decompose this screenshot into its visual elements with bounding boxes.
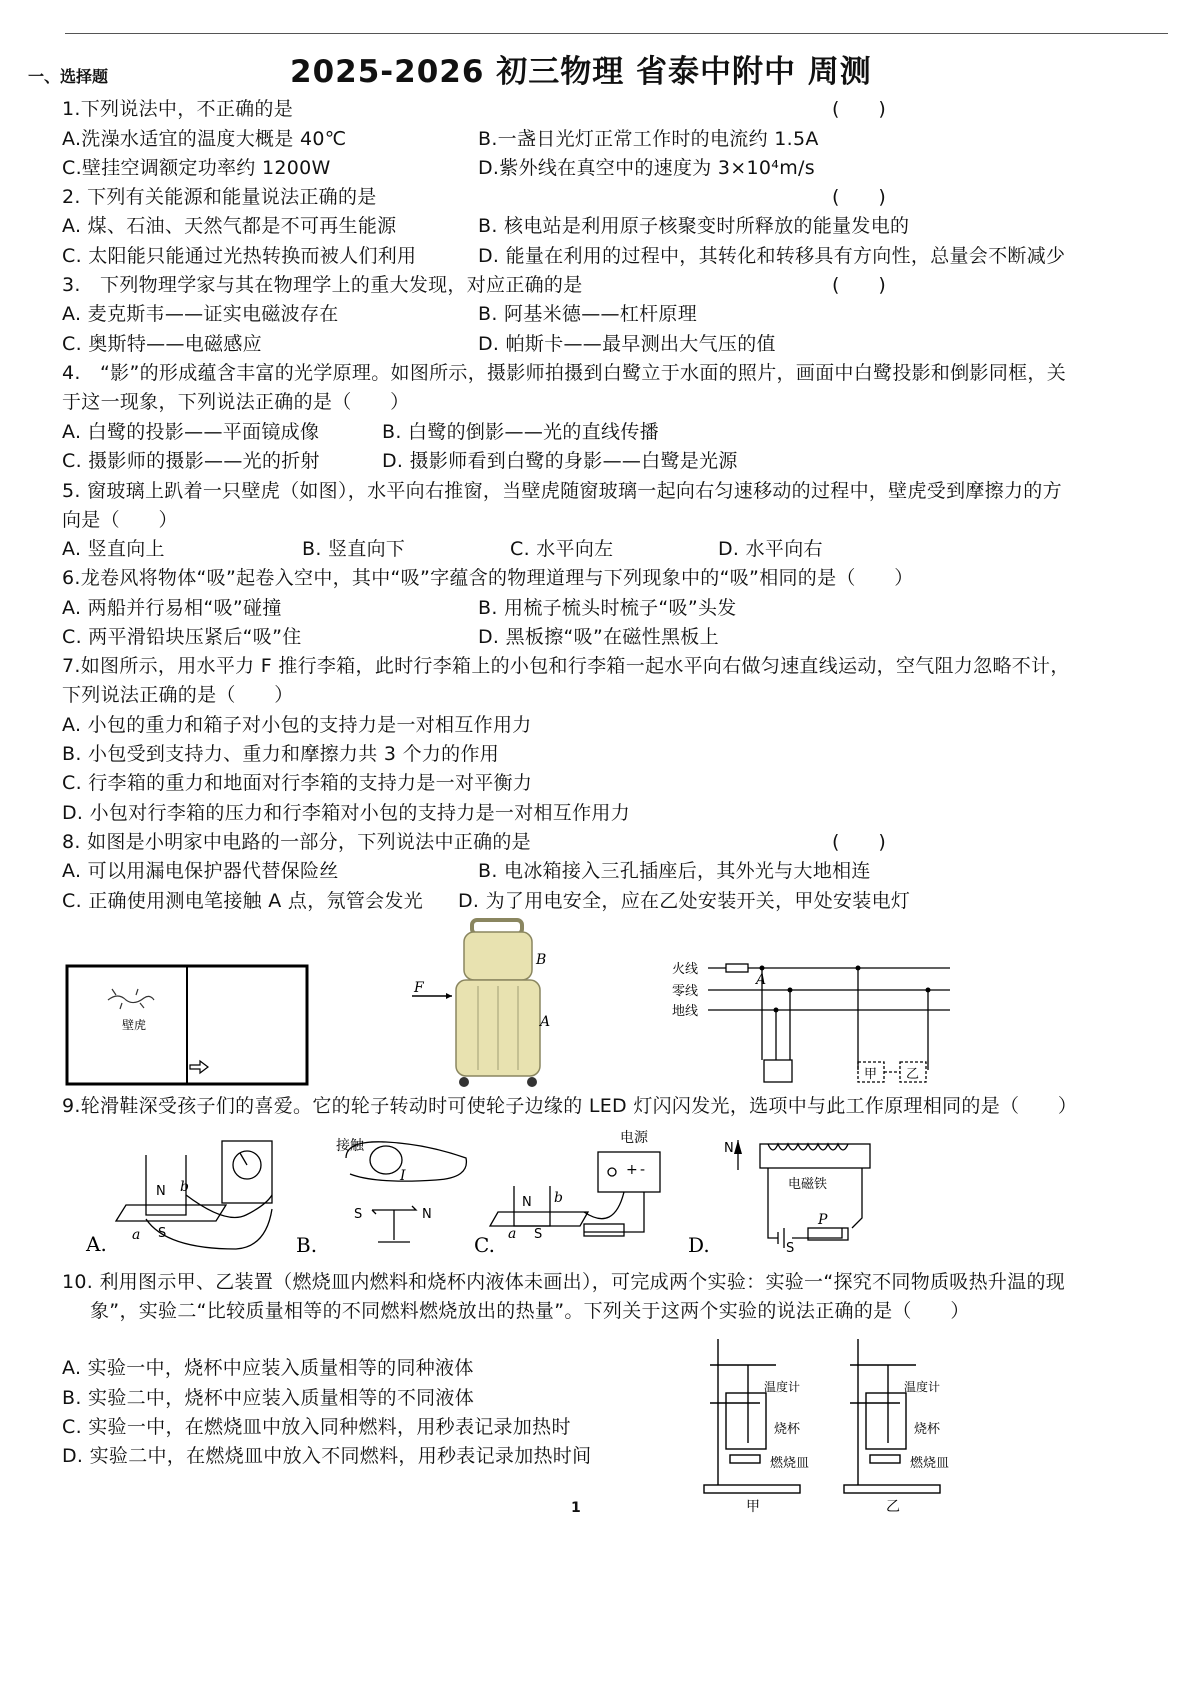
jia-box-label: 甲: [864, 1067, 878, 1082]
jia-beaker-label: 烧杯: [774, 1422, 801, 1437]
q1-option-b: B.一盏日光灯正常工作时的电流约 1.5A: [478, 128, 819, 150]
q9c-b-label: b: [554, 1190, 563, 1206]
point-a-label: A: [756, 972, 767, 988]
page-title: 2025-2026 初三物理 省泰中附中 周测: [290, 54, 872, 90]
q8-bracket: ( ): [832, 831, 887, 853]
q2-option-c: C. 太阳能只能通过光热转换而被人们利用: [62, 245, 417, 267]
q7-option-a: A. 小包的重力和箱子对小包的支持力是一对相互作用力: [62, 714, 532, 736]
q8-option-a: A. 可以用漏电保护器代替保险丝: [62, 860, 339, 882]
q1-bracket: ( ): [832, 98, 887, 120]
gecko-window-figure: [66, 965, 308, 1089]
q10-option-d: D. 实验二中，在燃烧皿中放入不同燃料，用秒表记录加热时间: [62, 1445, 592, 1467]
yi-thermometer-label: 温度计: [904, 1380, 941, 1394]
push-arrow-icon: [190, 1061, 208, 1073]
top-rule: [65, 33, 1168, 34]
q7-option-d: D. 小包对行李箱的压力和行李箱对小包的支持力是一对相互作用力: [62, 802, 631, 824]
q9c-s-label: S: [534, 1227, 543, 1242]
q4-option-c: C. 摄影师的摄影——光的折射: [62, 450, 320, 472]
q3-option-b: B. 阿基米德——杠杆原理: [478, 303, 698, 325]
yi-beaker-label: 烧杯: [914, 1422, 941, 1437]
q5-stem-line1: 5. 窗玻璃上趴着一只壁虎（如图），水平向右推窗，当壁虎随窗玻璃一起向右匀速移动的过程中，壁虎受到摩擦力的方: [62, 480, 1062, 502]
q9a-n-label: N: [156, 1184, 166, 1199]
q2-bracket: ( ): [832, 186, 887, 208]
q9b-current-label: I: [400, 1168, 406, 1184]
luggage-figure: [408, 918, 558, 1094]
q1-option-a: A.洗澡水适宜的温度大概是 40℃: [62, 128, 347, 150]
q3-stem: 3. 下列物理学家与其在物理学上的重大发现，对应正确的是: [62, 274, 583, 296]
q3-bracket: ( ): [832, 274, 887, 296]
q7-option-c: C. 行李箱的重力和地面对行李箱的支持力是一对平衡力: [62, 772, 533, 794]
neutral-wire-label: 零线: [672, 984, 699, 999]
q10-apparatus-figure: [700, 1335, 980, 1517]
bag-label: B: [536, 952, 547, 968]
q4-stem-line2: 于这一现象，下列说法正确的是（ ）: [62, 391, 410, 413]
q9b-n-label: N: [422, 1207, 432, 1222]
q9d-s-label: S: [786, 1241, 795, 1256]
live-wire-label: 火线: [672, 962, 699, 977]
gecko-label: 壁虎: [122, 1018, 147, 1032]
q7-option-b: B. 小包受到支持力、重力和摩擦力共 3 个力的作用: [62, 743, 500, 765]
q9d-p-label: P: [818, 1212, 828, 1228]
q1-option-d: D.紫外线在真空中的速度为 3×10⁴m/s: [478, 157, 815, 179]
q8-option-d: D. 为了用电安全，应在乙处安装开关，甲处安装电灯: [458, 890, 911, 912]
q9b-touch-label: 接触: [336, 1138, 364, 1154]
q9-figure-a: [86, 1135, 282, 1259]
q4-stem-line1: 4. “影”的形成蕴含丰富的光学原理。如图所示，摄影师拍摄到白鹭立于水面的照片，画面中白鹭投影和倒影同框，关: [62, 362, 1067, 384]
q2-stem: 2. 下列有关能源和能量说法正确的是: [62, 186, 377, 208]
q9b-s-label: S: [354, 1207, 363, 1222]
q9c-minus-label: -: [640, 1162, 646, 1178]
q4-option-a: A. 白鹭的投影——平面镜成像: [62, 421, 320, 443]
q5-option-c: C. 水平向左: [510, 538, 614, 560]
page-number: 1: [571, 1500, 581, 1516]
q10-option-b: B. 实验二中，烧杯中应装入质量相等的不同液体: [62, 1387, 475, 1409]
q2-option-a: A. 煤、石油、天然气都是不可再生能源: [62, 215, 397, 237]
case-label: A: [540, 1014, 551, 1030]
q10-option-a: A. 实验一中，烧杯中应装入质量相等的同种液体: [62, 1357, 474, 1379]
force-label: F: [414, 980, 424, 996]
q9-option-d-letter: D.: [688, 1233, 710, 1257]
q6-stem: 6.龙卷风将物体“吸”起卷入空中，其中“吸”字蕴含的物理道理与下列现象中的“吸”相同的是（ ）: [62, 567, 914, 589]
ground-wire-label: 地线: [672, 1004, 699, 1019]
q9d-n-label: N: [724, 1141, 734, 1156]
q9c-a-label: a: [508, 1226, 517, 1242]
q9a-a-label: a: [132, 1227, 141, 1243]
q10-stem-line2: 象”，实验二“比较质量相等的不同燃料燃烧放出的热量”。下列关于这两个实验的说法正确的是（ ）: [90, 1300, 970, 1322]
q9-option-b-letter: B.: [296, 1233, 318, 1257]
q4-option-b: B. 白鹭的倒影——光的直线传播: [382, 421, 659, 443]
q7-stem-line1: 7.如图所示，用水平力 F 推行李箱，此时行李箱上的小包和行李箱一起水平向右做匀速直线运动，空气阻力忽略不计，: [62, 655, 1070, 677]
q3-option-a: A. 麦克斯韦——证实电磁波存在: [62, 303, 339, 325]
jia-dish-label: 燃烧皿: [770, 1456, 810, 1471]
q2-option-b: B. 核电站是利用原子核聚变时所释放的能量发电的: [478, 215, 910, 237]
yi-dish-label: 燃烧皿: [910, 1456, 950, 1471]
q1-option-c: C.壁挂空调额定功率约 1200W: [62, 157, 331, 179]
q10-option-c: C. 实验一中，在燃烧皿中放入同种燃料，用秒表记录加热时: [62, 1416, 571, 1438]
jia-thermometer-label: 温度计: [764, 1380, 801, 1394]
q6-option-c: C. 两平滑铅块压紧后“吸”住: [62, 626, 302, 648]
q9c-plus-label: +: [626, 1162, 638, 1178]
q6-option-d: D. 黑板擦“吸”在磁性黑板上: [478, 626, 719, 648]
q9-figure-d: [688, 1130, 878, 1258]
q9d-magnet-label: 电磁铁: [788, 1177, 828, 1192]
q9-option-a-letter: A.: [86, 1232, 107, 1256]
q9c-n-label: N: [522, 1195, 532, 1210]
home-circuit-figure: [668, 956, 968, 1094]
jia-caption: 甲: [746, 1499, 760, 1515]
q9-figure-b: [296, 1130, 476, 1259]
q6-option-b: B. 用梳子梳头时梳子“吸”头发: [478, 597, 737, 619]
gecko-icon: [108, 989, 154, 1009]
yi-box-label: 乙: [906, 1067, 920, 1082]
q5-stem-line2: 向是（ ）: [62, 509, 178, 531]
q5-option-b: B. 竖直向下: [302, 538, 406, 560]
q6-option-a: A. 两船并行易相“吸”碰撞: [62, 597, 282, 619]
q8-option-c: C. 正确使用测电笔接触 A 点，氖管会发光: [62, 890, 424, 912]
q9a-b-label: b: [180, 1179, 189, 1195]
q7-stem-line2: 下列说法正确的是（ ）: [62, 684, 294, 706]
q8-option-b: B. 电冰箱接入三孔插座后，其外光与大地相连: [478, 860, 871, 882]
q9c-power-label: 电源: [620, 1130, 648, 1146]
q5-option-d: D. 水平向右: [718, 538, 823, 560]
section-heading: 一、选择题: [28, 67, 109, 86]
q2-option-d: D. 能量在利用的过程中，其转化和转移具有方向性，总量会不断减少: [478, 245, 1066, 267]
q8-stem: 8. 如图是小明家中电路的一部分，下列说法中正确的是: [62, 831, 531, 853]
q1-stem: 1.下列说法中，不正确的是: [62, 98, 294, 120]
q4-option-d: D. 摄影师看到白鹭的身影——白鹭是光源: [382, 450, 738, 472]
q5-option-a: A. 竖直向上: [62, 538, 165, 560]
q10-stem-line1: 10. 利用图示甲、乙装置（燃烧皿内燃料和烧杯内液体未画出），可完成两个实验：实验一“探究不同物质吸热升温的现: [62, 1271, 1066, 1293]
q9-stem: 9.轮滑鞋深受孩子们的喜爱。它的轮子转动时可使轮子边缘的 LED 灯闪闪发光，选项中与此工作原理相同的是（ ）: [62, 1095, 1078, 1117]
q3-option-c: C. 奥斯特——电磁感应: [62, 333, 262, 355]
yi-caption: 乙: [886, 1499, 900, 1515]
q9-option-c-letter: C.: [474, 1233, 495, 1257]
q9-figure-c: [474, 1128, 670, 1258]
q3-option-d: D. 帕斯卡——最早测出大气压的值: [478, 333, 776, 355]
q9a-s-label: S: [158, 1226, 167, 1241]
